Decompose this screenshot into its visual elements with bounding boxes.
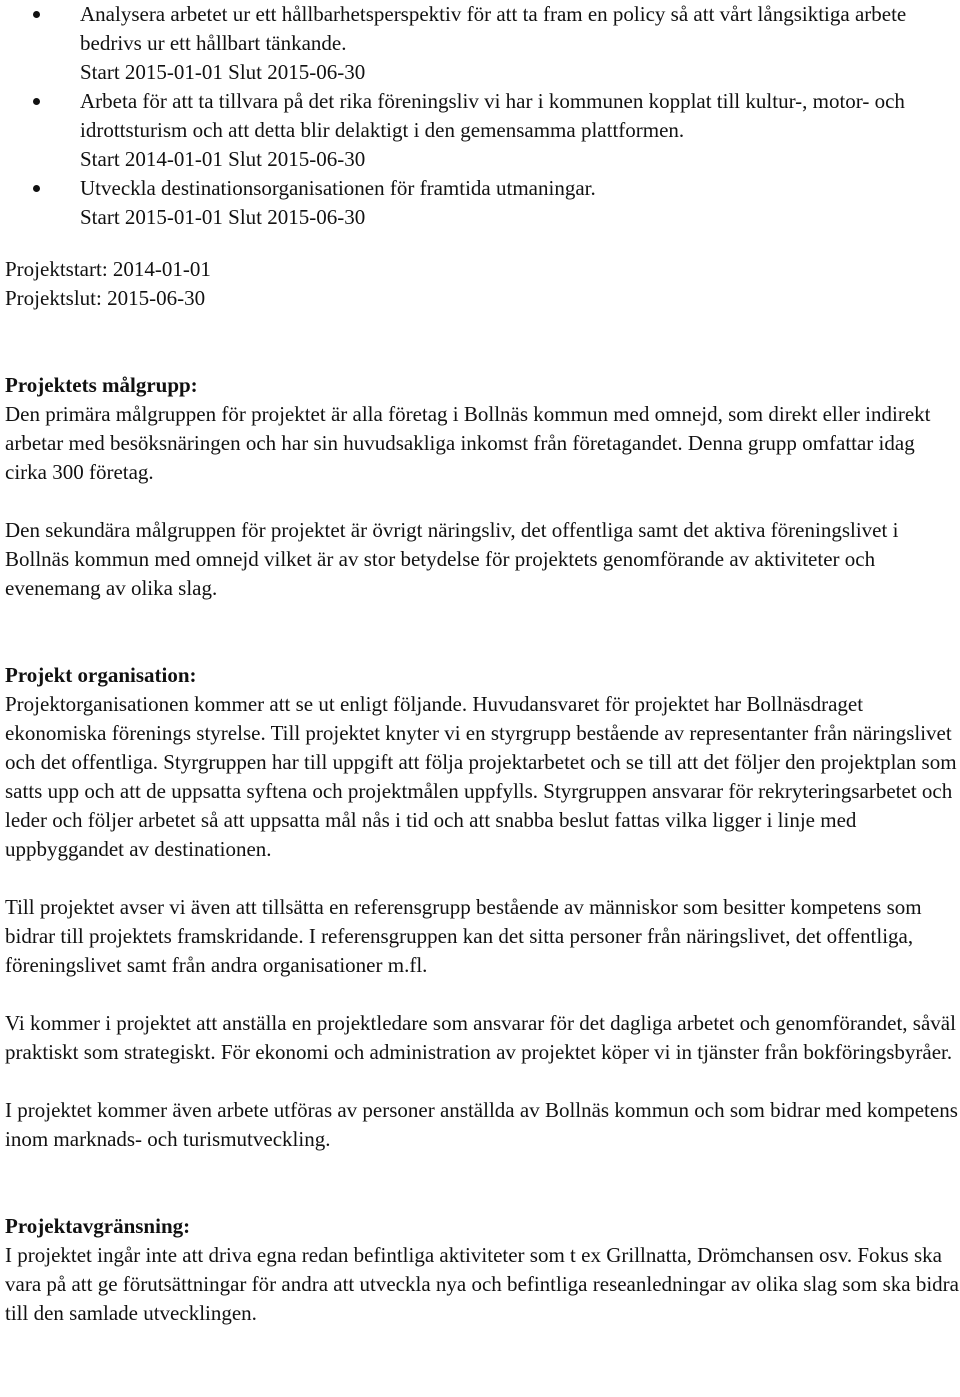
organisation-heading: Projekt organisation: (5, 663, 197, 687)
goal-dates: Start 2014-01-01 Slut 2015-06-30 (80, 147, 366, 171)
bullet-icon (33, 98, 40, 105)
delimitation-section (5, 1212, 960, 1328)
goal-item (5, 0, 960, 87)
organisation-paragraph: I projektet kommer även arbete utföras av personer anställda av Bollnäs kommun och som bidrar med kompetens inom marknads- och turismutveckling. (5, 1098, 958, 1151)
goal-item (5, 174, 960, 232)
organisation-section (5, 661, 960, 1154)
organisation-paragraph: Till projektet avser vi även att tillsätta en referensgrupp bestående av människor som besitter kompetens som bidrar till projektets framskridande. I referensgruppen kan det sitta personer från näringslivet, det offentliga, föreningslivet samt från andra organisationer m.fl. (5, 895, 922, 977)
goal-text: Utveckla destinationsorganisationen för framtida utmaningar. (80, 176, 596, 200)
goal-item (5, 87, 960, 174)
target-group-paragraph: Den primära målgruppen för projektet är alla företag i Bollnäs kommun med omnejd, som direkt eller indirekt arbetar med besöksnäringen och har sin huvudsakliga inkomst från företagandet. Denna grupp omfattar idag cirka 300 företag. (5, 402, 931, 484)
goal-dates: Start 2015-01-01 Slut 2015-06-30 (80, 60, 366, 84)
goal-text: Arbeta för att ta tillvara på det rika föreningsliv vi har i kommunen kopplat till kultur-, motor- och idrottsturism och att detta blir delaktigt i den gemensamma plattformen. (80, 89, 905, 142)
document-page (5, 0, 960, 1328)
goal-text: Analysera arbetet ur ett hållbarhetsperspektiv för att ta fram en policy så att vårt långsiktiga arbete bedrivs ur ett hållbart tänkande. (80, 2, 907, 55)
target-group-section (5, 371, 960, 603)
target-group-paragraph: Den sekundära målgruppen för projektet är övrigt näringsliv, det offentliga samt det aktiva föreningslivet i Bollnäs kommun med omnejd vilket är av stor betydelse för projektets genomförande av aktiviteter och evenemang av olika slag. (5, 518, 899, 600)
project-end: Projektslut: 2015-06-30 (5, 286, 206, 310)
project-start: Projektstart: 2014-01-01 (5, 257, 211, 281)
organisation-paragraph: Vi kommer i projektet att anställa en projektledare som ansvarar för det dagliga arbetet och genomförandet, såväl praktiskt som strategiskt. För ekonomi och administration av projektet köper vi in tjänster från bokföringsbyråer. (5, 1011, 956, 1064)
target-group-heading: Projektets målgrupp: (5, 373, 198, 397)
bullet-icon (33, 185, 40, 192)
bullet-icon (33, 11, 40, 18)
delimitation-heading: Projektavgränsning: (5, 1214, 191, 1238)
project-dates (5, 255, 960, 313)
organisation-paragraph: Projektorganisationen kommer att se ut enligt följande. Huvudansvaret för projektet har Bollnäsdraget ekonomiska förenings styrelse. Till projektet knyter vi en styrgrupp bestående av representanter från näringslivet och det offentliga. Styrgruppen har till uppgift att följa projektarbetet och se till att det följer den projektplan som satts upp och att de uppsatta syftena och projektmålen uppfylls. Styrgruppen ansvarar för rekryteringsarbetet och leder och följer arbetet så att uppsatta mål nås i tid och att snabba beslut fattas vilka ligger i linje med uppbyggandet av destinationen. (5, 692, 957, 861)
goal-list (5, 0, 960, 232)
delimitation-paragraph: I projektet ingår inte att driva egna redan befintliga aktiviteter som t ex Grillnatta, Drömchansen osv. Fokus ska vara på att ge förutsättningar för andra att utveckla nya och befintliga reseanledningar av olika slag som ska bidra till den samlade utvecklingen. (5, 1243, 959, 1325)
goal-dates: Start 2015-01-01 Slut 2015-06-30 (80, 205, 366, 229)
